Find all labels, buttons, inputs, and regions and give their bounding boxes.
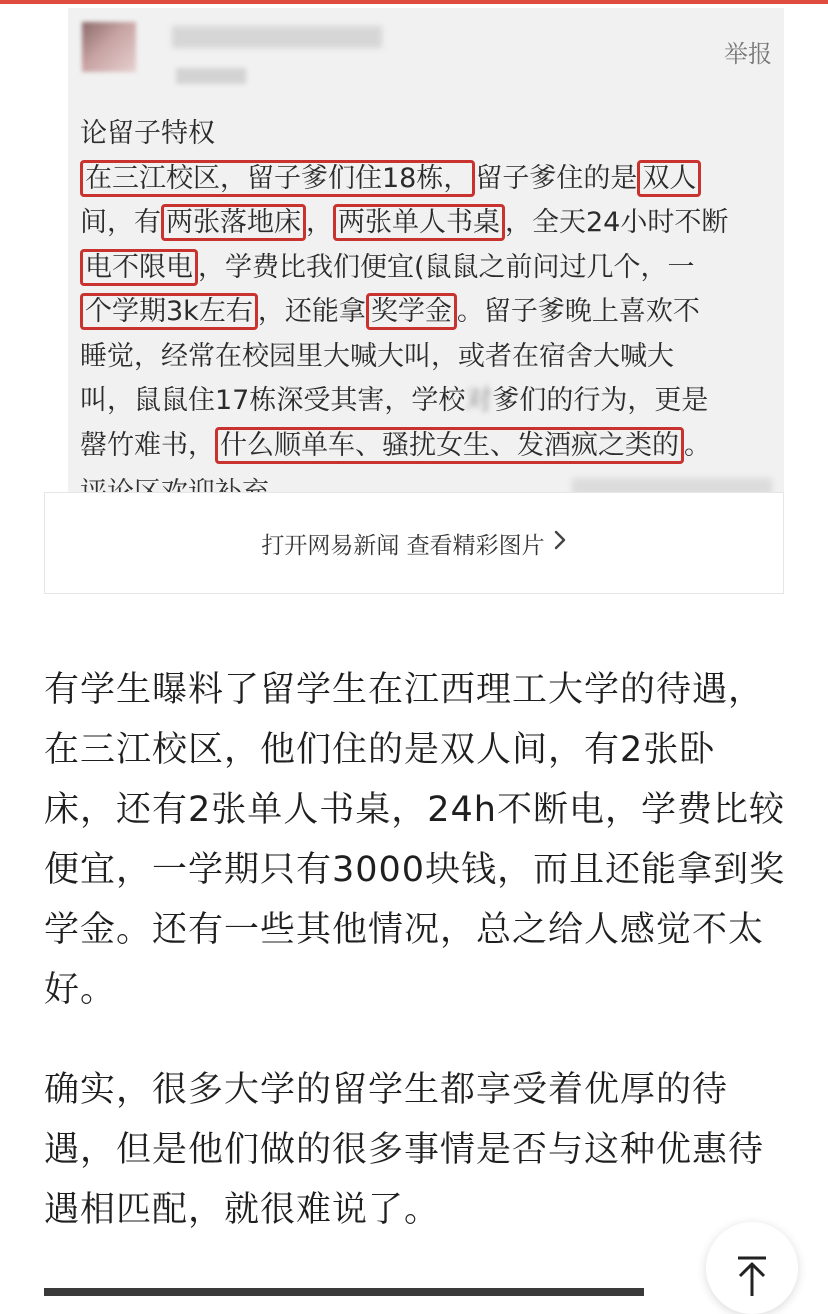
embedded-post-image[interactable] [68, 8, 784, 492]
post-cut-line [80, 464, 269, 492]
back-to-top-icon [735, 1222, 769, 1300]
highlighted-text: 双人 [637, 160, 701, 197]
open-app-button[interactable] [44, 492, 784, 594]
highlighted-text: 电不限电 [80, 249, 198, 286]
post-line [80, 157, 776, 202]
post-text: 罄竹难书， [80, 429, 215, 461]
post-text: 。 [684, 429, 711, 461]
post-text: ， [306, 207, 333, 238]
post-text: ，全天24小时不断 [505, 207, 729, 238]
post-text: ，还能拿 [257, 296, 366, 327]
highlighted-text: 两张单人书桌 [333, 204, 505, 241]
highlighted-text: 什么顺单车、骚扰女生、发酒疯之类的 [215, 427, 684, 464]
blurred-subtitle [176, 68, 246, 84]
article-paragraph-2: 确实，很多大学的留学生都享受着优厚的待遇，但是他们做的很多事情是否与这种优惠待遇相匹配，就很难说了。 [44, 1070, 765, 1230]
post-line [80, 290, 776, 335]
post-text: 留子爹住的是 [475, 162, 638, 194]
open-app-label: 打开网易新闻 查看精彩图片 [261, 532, 545, 559]
report-link[interactable]: 举报 [724, 40, 772, 68]
next-image-edge [44, 1288, 644, 1296]
blurred-text: 对 [465, 385, 493, 416]
post-text: 爹们的行为，更是 [492, 385, 709, 416]
highlighted-text: 在三江校区，留子爹们住18栋， [80, 160, 475, 197]
post-title: 论留子特权 [80, 118, 215, 149]
highlighted-text: 个学期3k左右 [80, 293, 258, 330]
blurred-avatar [82, 22, 136, 72]
top-accent-bar [0, 0, 828, 4]
chevron-right-icon [553, 529, 567, 557]
back-to-top-button[interactable] [706, 1222, 798, 1314]
highlighted-text: 奖学金 [366, 293, 457, 330]
article-paragraph-1: 有学生曝料了留学生在江西理工大学的待遇，在三江校区，他们住的是双人间，有2张卧床，还有2张单人书桌，24h不断电，学费比较便宜，一学期只有3000块钱，而且还能拿到奖学金。还有一些其他情况，总之给人感觉不太好。 [44, 670, 786, 1010]
post-text: ，学费比我们便宜(鼠鼠之前问过几个，一 [198, 251, 695, 283]
post-line [80, 201, 776, 246]
post-text: 睡觉，经常在校园里大喊大叫，或者在宿舍大喊大 [80, 340, 674, 372]
post-text: 叫，鼠鼠住17栋深受其害，学校 [80, 385, 466, 416]
post-text: 。留子爹晚上喜欢不 [456, 296, 700, 327]
post-line [80, 424, 776, 469]
highlighted-text: 两张落地床 [161, 204, 306, 241]
post-body [80, 112, 776, 468]
post-line [80, 335, 776, 380]
blurred-username [172, 26, 382, 48]
post-lines [80, 157, 776, 469]
post-line [80, 246, 776, 291]
post-line [80, 379, 776, 424]
post-text: 间，有 [80, 207, 161, 238]
